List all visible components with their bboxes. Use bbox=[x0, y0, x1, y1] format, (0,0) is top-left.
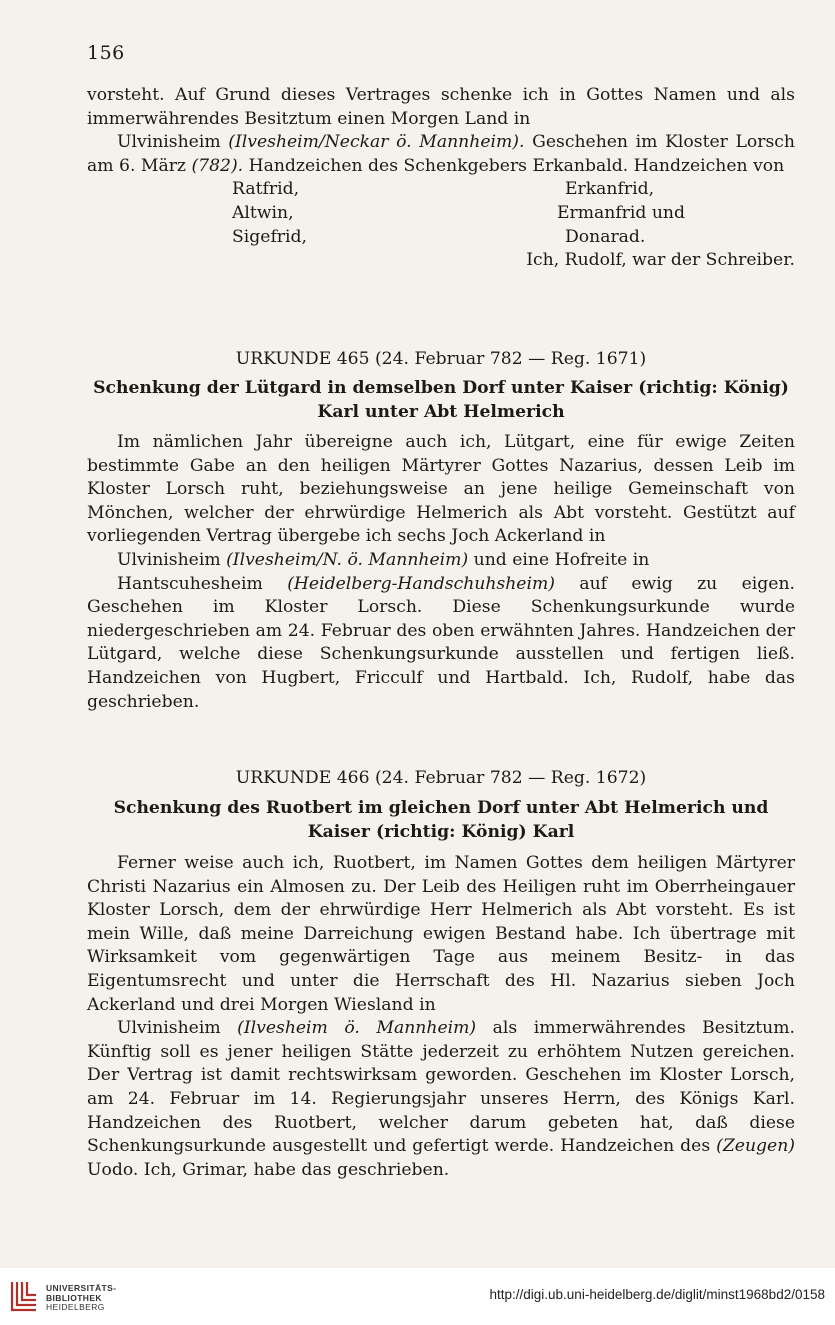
paragraph: Im nämlichen Jahr übereigne auch ich, Lütgart, eine für ewige Zeiten bestimmte Gabe an den heiligen Märtyrer Gottes Nazarius, dessen Leib im Kloster Lorsch ruht, beziehungsweise an jene heilige Gemeinschaft von Mönchen, welcher der ehrwürdige Helmerich als Abt vorsteht. Gestützt auf vorliegenden Vertrag übergebe ich sechs Joch Ackerland in bbox=[87, 432, 795, 547]
witness-row: Sigefrid, Donarad. bbox=[232, 226, 646, 247]
text-block-continuation bbox=[87, 84, 795, 273]
paragraph: Ulvinisheim (Ilvesheim/N. ö. Mannheim) und eine Hofreite in bbox=[117, 549, 650, 570]
scribe-line: Ich, Rudolf, war der Schreiber. bbox=[526, 250, 795, 271]
paragraph: vorsteht. Auf Grund dieses Vertrages schenke ich in Gottes Namen und als immerwährendes Besitztum einen Morgen Land in bbox=[87, 85, 795, 129]
permalink-url[interactable]: http://digi.ub.uni-heidelberg.de/diglit/minst1968bd2/0158 bbox=[489, 1287, 825, 1302]
page-number: 156 bbox=[87, 42, 125, 64]
urkunde-466-title: Schenkung des Ruotbert im gleichen Dorf unter Abt Helmerich und Kaiser (richtig: König) Karl bbox=[113, 798, 769, 842]
urkunde-465-title: Schenkung der Lütgard in demselben Dorf unter Kaiser (richtig: König) Karl unter Abt Helmerich bbox=[93, 378, 789, 422]
university-library-logo-icon[interactable] bbox=[8, 1278, 40, 1314]
urkunde-465-heading: URKUNDE 465 (24. Februar 782 — Reg. 1671) bbox=[235, 349, 647, 369]
paragraph: Ulvinisheim (Ilvesheim ö. Mannheim) als immerwährendes Besitztum. Künftig soll es jener heiligen Stätte jederzeit zu erhöhtem Nutzen gereichen. Der Vertrag ist damit rechtswirksam geworden. Geschehen im Kloster Lorsch, am 24. Februar im 14. Regierungsjahr unseres Herrn, des Königs Karl. Handzeichen des Ruotbert, welcher darum gebeten hat, daß diese Schenkungsurkunde ausgestellt und gefertigt werde. Handzeichen des (Zeugen) Uodo. Ich, Grimar, habe das geschrieben. bbox=[87, 1018, 795, 1180]
urkunde-466-body bbox=[87, 852, 795, 1182]
paragraph: Ulvinisheim (Ilvesheim/Neckar ö. Mannheim). Geschehen im Kloster Lorsch am 6. März (782). Handzeichen des Schenkgebers Erkanbald. Handzeichen von bbox=[87, 132, 795, 176]
paragraph: Hantscuhesheim (Heidelberg-Handschuhsheim) auf ewig zu eigen. Geschehen im Kloster Lorsch. Diese Schenkungsurkunde wurde niedergeschrieben am 24. Februar des oben erwähnten Jahres. Handzeichen der Lütgard, welche diese Schenkungsurkunde ausstellen und fertigen ließ. Handzeichen von Hugbert, Fricculf und Hartbald. Ich, Rudolf, habe das geschrieben. bbox=[87, 573, 795, 712]
university-library-name[interactable]: UNIVERSITÄTS- BIBLIOTHEK HEIDELBERG bbox=[46, 1283, 117, 1312]
paragraph: Ferner weise auch ich, Ruotbert, im Namen Gottes dem heiligen Märtyrer Christi Nazarius ein Almosen zu. Der Leib des Heiligen ruht im Oberrheingauer Kloster Lorsch, dem der ehrwürdige Herr Helmerich als Abt vorsteht. Es ist mein Wille, daß meine Darreichung ewigen Bestand habe. Ich übertrage mit Wirksamkeit vom gegenwärtigen Tage aus meinem Besitz- in das Eigentumsrecht und unter die Herrschaft des Hl. Nazarius sieben Joch Ackerland und drei Morgen Wiesland in bbox=[87, 853, 795, 1015]
witness-row: Altwin, Ermanfrid und bbox=[232, 202, 685, 223]
urkunde-465-body bbox=[87, 431, 795, 714]
urkunde-466-heading: URKUNDE 466 (24. Februar 782 — Reg. 1672) bbox=[235, 768, 647, 788]
viewer-footer bbox=[0, 1268, 835, 1325]
witness-row: Ratfrid, Erkanfrid, bbox=[232, 179, 655, 200]
